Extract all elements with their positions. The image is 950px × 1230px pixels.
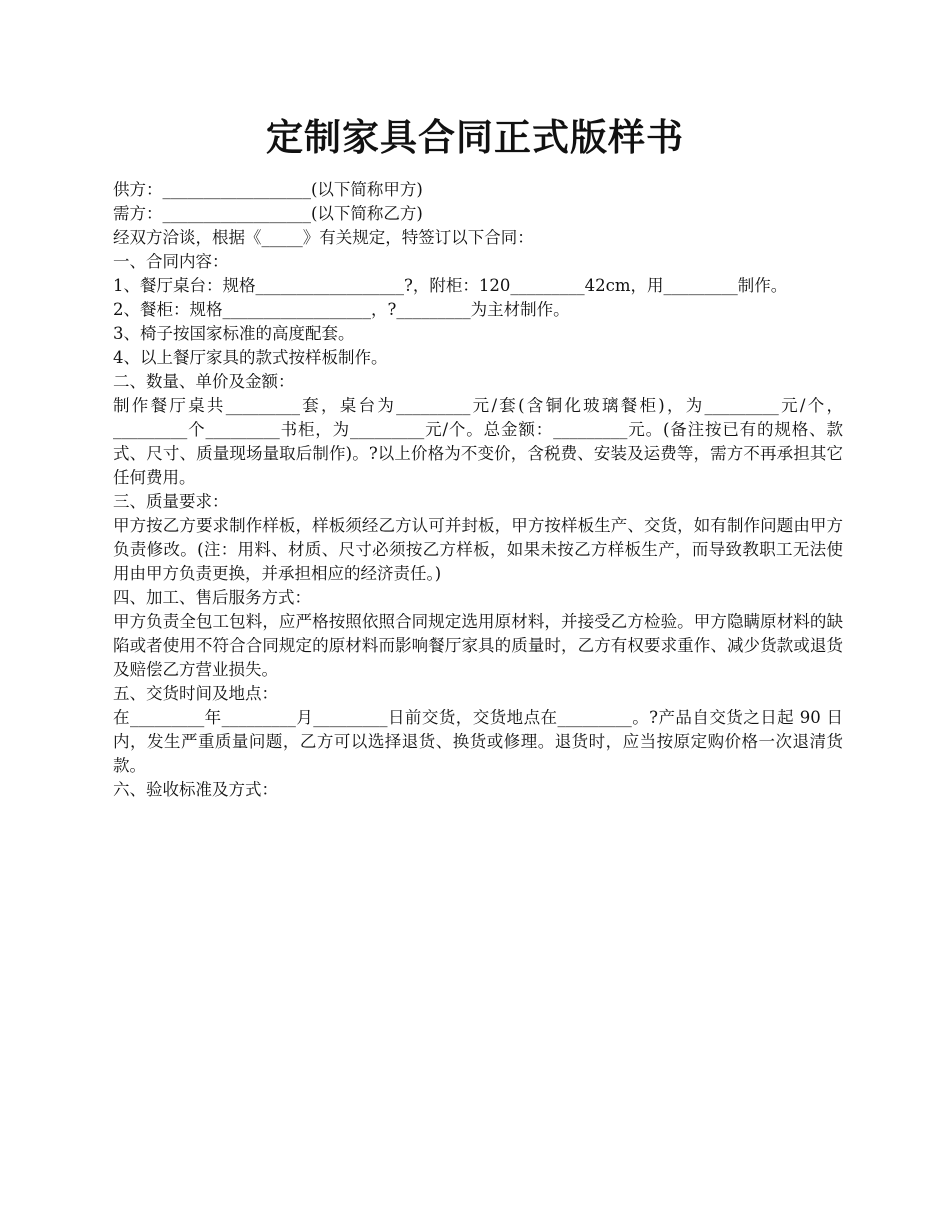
- delivery-paragraph: 在_________年_________月_________日前交货，交货地点在_________。?产品自交货之日起 90 日内，发生严重质量问题，乙方可以选择退货、换货或修理。退货时，应当按原定购价格一次退清货款。: [113, 708, 843, 775]
- section-heading-quality: 三、质量要求：: [113, 492, 229, 511]
- contract-item-1: 1、餐厅桌台：规格__________________?，附柜：120_________42cm，用_________制作。: [113, 276, 788, 295]
- section-heading-acceptance: 六、验收标准及方式：: [113, 780, 278, 799]
- section-heading-quantity-price: 二、数量、单价及金额：: [113, 372, 295, 391]
- section-heading-contents: 一、合同内容：: [113, 252, 229, 271]
- section-heading-delivery: 五、交货时间及地点：: [113, 684, 278, 703]
- service-paragraph: 甲方负责全包工包料，应严格按照依照合同规定选用原材料，并接受乙方检验。甲方隐瞒原材料的缺陷或者使用不符合合同规定的原材料而影响餐厅家具的质量时，乙方有权要求重作、减少货款或退货及赔偿乙方营业损失。: [113, 612, 843, 679]
- supplier-line: 供方：__________________(以下简称甲方): [113, 180, 423, 199]
- contract-item-3: 3、椅子按国家标准的高度配套。: [113, 324, 355, 343]
- contract-item-4: 4、以上餐厅家具的款式按样板制作。: [113, 348, 388, 367]
- quality-paragraph: 甲方按乙方要求制作样板，样板须经乙方认可并封板，甲方按样板生产、交货，如有制作问题由甲方负责修改。(注：用料、材质、尺寸必须按乙方样板，如果未按乙方样板生产，而导致教职工无法使用由甲方负责更换，并承担相应的经济责任。): [113, 516, 843, 583]
- section-heading-service: 四、加工、售后服务方式：: [113, 588, 311, 607]
- contract-item-2: 2、餐柜：规格__________________，?_________为主材制作。: [113, 300, 570, 319]
- quantity-price-paragraph: 制作餐厅桌共_________套，桌台为_________元/套(含铜化玻璃餐柜)，为_________元/个，_________个_________书柜，为_________元/个。总金额：_________元。(备注按已有的规格、款式、尺寸、质量现场量取后制作)。?以上价格为不变价，含税费、安装及运费等，需方不再承担其它任何费用。: [113, 396, 843, 487]
- document-body: [113, 178, 843, 802]
- document-title: 定制家具合同正式版样书: [266, 115, 684, 159]
- buyer-line: 需方：__________________(以下简称乙方): [113, 204, 423, 223]
- intro-line: 经双方洽谈，根据《_____》有关规定，特签订以下合同：: [113, 228, 534, 247]
